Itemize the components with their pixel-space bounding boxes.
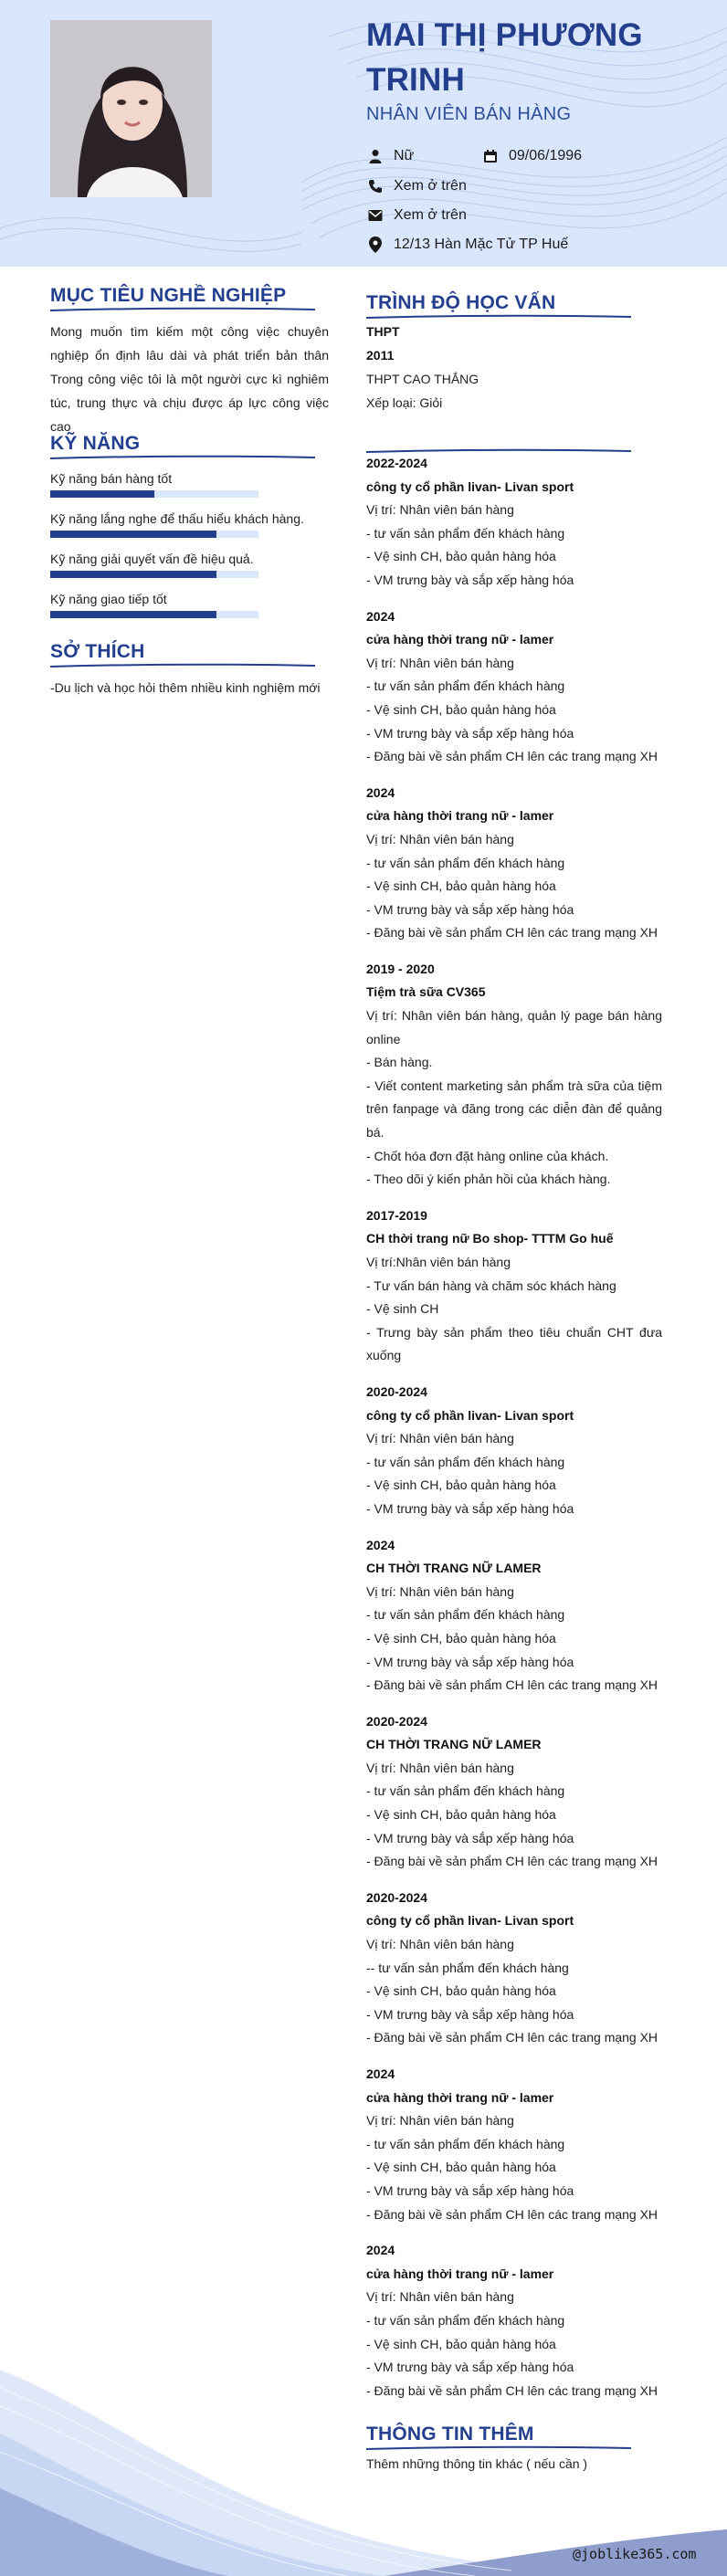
experience-detail-line: - Vệ sinh CH, bảo quản hàng hóa	[366, 701, 556, 717]
experience-company: công ty cổ phần livan- Livan sport	[366, 1407, 574, 1423]
experience-detail-line: - Đăng bài về sản phẩm CH lên các trang mạng XH	[366, 1677, 659, 1693]
education-school: THPT CAO THẮNG	[366, 372, 479, 386]
experience-list	[366, 452, 662, 2415]
experience-period: 2017-2019	[366, 1207, 427, 1223]
experience-detail-line: - Vệ sinh CH, bảo quản hàng hóa	[366, 549, 556, 564]
skill-bar	[50, 611, 258, 618]
skill-bar	[50, 490, 258, 498]
gender-value: Nữ	[394, 148, 415, 163]
hobbies-underline	[50, 662, 315, 669]
experience-period: 2020-2024	[366, 1713, 427, 1729]
skill-bar	[50, 571, 258, 578]
experience-detail-line: - Vệ sinh CH	[366, 1301, 439, 1317]
experience-detail-line: - Chốt hóa đơn đặt hàng online của khách.	[366, 1148, 609, 1163]
person-icon	[366, 147, 385, 165]
experience-detail-line: - VM trưng bày và sắp xếp hàng hóa	[366, 572, 574, 587]
experience-entry	[366, 605, 662, 769]
extra-info-underline	[366, 2445, 631, 2452]
experience-period: 2020-2024	[366, 1383, 427, 1399]
experience-detail-line: - VM trưng bày và sắp xếp hàng hóa	[366, 725, 574, 741]
experience-company: công ty cổ phần livan- Livan sport	[366, 478, 574, 494]
experience-detail-line: - tư vấn sản phẩm đến khách hàng	[366, 678, 565, 694]
experience-detail-line: - Đăng bài về sản phẩm CH lên các trang mạng XH	[366, 2030, 659, 2045]
experience-detail-line: - Đăng bài về sản phẩm CH lên các trang mạng XH	[366, 925, 659, 941]
experience-period: 2024	[366, 1537, 395, 1552]
experience-detail-line: - Theo dõi ý kiến phản hồi của khách hàng.	[366, 1172, 611, 1187]
experience-detail-line: -- tư vấn sản phẩm đến khách hàng	[366, 1960, 569, 1975]
experience-entry	[366, 958, 662, 1192]
experience-period: 2024	[366, 608, 395, 624]
skill-label: Kỹ năng giao tiếp tốt	[50, 592, 167, 606]
experience-company: Tiệm trà sữa CV365	[366, 984, 486, 1000]
experience-company: cửa hàng thời trang nữ - lamer	[366, 2089, 554, 2105]
experience-detail-line: - Vệ sinh CH, bảo quản hàng hóa	[366, 878, 556, 894]
experience-detail-line: - Vệ sinh CH, bảo quản hàng hóa	[366, 2336, 556, 2351]
experience-detail-line: - tư vấn sản phẩm đến khách hàng	[366, 2136, 565, 2151]
experience-company: CH thời trang nữ Bo shop- TTTM Go huế	[366, 1231, 614, 1246]
experience-detail-line: - Vệ sinh CH, bảo quản hàng hóa	[366, 1807, 556, 1823]
experience-detail-line: - VM trưng bày và sắp xếp hàng hóa	[366, 2360, 574, 2375]
experience-detail-line: - Vệ sinh CH, bảo quản hàng hóa	[366, 1477, 556, 1493]
skill-bar-fill	[50, 611, 216, 618]
experience-period: 2024	[366, 784, 395, 800]
experience-entry	[366, 1710, 662, 1874]
skills-underline	[50, 454, 315, 461]
footer-wave-decoration	[0, 2351, 727, 2576]
experience-detail-line: - Tư vấn bán hàng và chăm sóc khách hàng	[366, 1277, 616, 1293]
experience-detail-line: Vị trí: Nhân viên bán hàng	[366, 1937, 514, 1952]
experience-company: cửa hàng thời trang nữ - lamer	[366, 632, 554, 647]
experience-entry	[366, 452, 662, 593]
email-value: Xem ở trên	[394, 207, 467, 223]
address-row	[366, 234, 568, 256]
profile-photo-illustration	[50, 20, 212, 197]
skill-label: Kỹ năng bán hàng tốt	[50, 471, 173, 486]
experience-period: 2019 - 2020	[366, 961, 435, 976]
experience-company: CH THỜI TRANG NỮ LAMER	[366, 1561, 542, 1576]
experience-detail-line: - tư vấn sản phẩm đến khách hàng	[366, 2312, 565, 2328]
hobbies-heading: SỞ THÍCH	[50, 641, 145, 662]
experience-detail-line: - VM trưng bày và sắp xếp hàng hóa	[366, 2006, 574, 2022]
experience-detail-line: - Viết content marketing sản phẩm trà sữa của tiệm trên fanpage và đăng trong các diễn đàn để quảng bá.	[366, 1078, 662, 1141]
extra-info-text: Thêm những thông tin khác ( nếu cần )	[366, 2456, 588, 2471]
experience-entry	[366, 1204, 662, 1368]
candidate-name: MAI THỊ PHƯƠNG TRINH	[366, 17, 643, 98]
experience-entry	[366, 1381, 662, 1521]
experience-detail-line: - VM trưng bày và sắp xếp hàng hóa	[366, 1500, 574, 1516]
experience-entry	[366, 1887, 662, 2050]
experience-detail-line: - Vệ sinh CH, bảo quản hàng hóa	[366, 1983, 556, 1999]
experience-entry	[366, 782, 662, 945]
skill-label: Kỹ năng giải quyết vấn đề hiệu quả.	[50, 552, 254, 566]
experience-detail-line: Vị trí: Nhân viên bán hàng	[366, 502, 514, 518]
experience-detail-line: - Đăng bài về sản phẩm CH lên các trang mạng XH	[366, 2382, 659, 2398]
objective-text: Mong muốn tìm kiếm một công việc chuyên nghiệp ổn định lâu dài và phát triển bản thân Trong công việc tôi là một người cực kì nghiêm túc, trung thực và chịu được áp lực công việc cao	[50, 324, 329, 434]
experience-detail-line: Vị trí: Nhân viên bán hàng	[366, 655, 514, 670]
skill-bar-fill	[50, 531, 216, 538]
education-level: THPT	[366, 324, 400, 339]
phone-icon	[366, 177, 385, 195]
profile-photo	[50, 20, 212, 197]
experience-entry	[366, 2063, 662, 2226]
experience-detail-line: Vị trí: Nhân viên bán hàng	[366, 1431, 514, 1446]
experience-detail-line: - tư vấn sản phẩm đến khách hàng	[366, 1783, 565, 1799]
experience-detail-line: Vị trí: Nhân viên bán hàng, quản lý page bán hàng online	[366, 1008, 662, 1046]
experience-period: 2024	[366, 2066, 395, 2081]
experience-company: cửa hàng thời trang nữ - lamer	[366, 808, 554, 824]
experience-detail-line: Vị trí: Nhân viên bán hàng	[366, 2113, 514, 2129]
experience-detail-line: - Bán hàng.	[366, 1055, 433, 1070]
education-heading: TRÌNH ĐỘ HỌC VẤN	[366, 292, 556, 313]
gender-birthday-row	[366, 145, 582, 167]
experience-company: CH THỜI TRANG NỮ LAMER	[366, 1737, 542, 1752]
experience-detail-line: - Trưng bày sản phẩm theo tiêu chuẩn CHT đưa xuống	[366, 1324, 662, 1363]
experience-detail-line: - tư vấn sản phẩm đến khách hàng	[366, 1454, 565, 1469]
objective-underline	[50, 306, 315, 313]
email-row	[366, 205, 467, 226]
location-pin-icon	[366, 236, 385, 254]
job-title: NHÂN VIÊN BÁN HÀNG	[366, 104, 572, 124]
experience-period: 2022-2024	[366, 456, 427, 470]
experience-period: 2024	[366, 2243, 395, 2258]
experience-detail-line: - Đăng bài về sản phẩm CH lên các trang mạng XH	[366, 749, 659, 764]
experience-detail-line: Vị trí: Nhân viên bán hàng	[366, 831, 514, 846]
email-icon	[366, 206, 385, 225]
experience-detail-line: - Đăng bài về sản phẩm CH lên các trang mạng XH	[366, 2206, 659, 2222]
watermark: @joblike365.com	[573, 2546, 697, 2562]
education-grade: Xếp loại: Giỏi	[366, 395, 443, 410]
experience-detail-line: - tư vấn sản phẩm đến khách hàng	[366, 525, 565, 541]
education-block	[366, 320, 662, 415]
education-year: 2011	[366, 348, 395, 363]
birthday-value: 09/06/1996	[509, 148, 583, 163]
experience-detail-line: - tư vấn sản phẩm đến khách hàng	[366, 1607, 565, 1623]
phone-value: Xem ở trên	[394, 178, 467, 194]
experience-detail-line: - VM trưng bày và sắp xếp hàng hóa	[366, 2182, 574, 2198]
experience-detail-line: - Đăng bài về sản phẩm CH lên các trang mạng XH	[366, 1854, 659, 1869]
skills-heading: KỸ NĂNG	[50, 433, 141, 454]
experience-entry	[366, 1534, 662, 1698]
experience-detail-line: Vị trí: Nhân viên bán hàng	[366, 2289, 514, 2305]
skill-bar-fill	[50, 490, 154, 498]
objective-heading: MỤC TIÊU NGHỀ NGHIỆP	[50, 285, 287, 306]
experience-detail-line: - Vệ sinh CH, bảo quản hàng hóa	[366, 1630, 556, 1645]
address-value: 12/13 Hàn Mặc Tử TP Huế	[394, 237, 569, 252]
experience-detail-line: Vị trí: Nhân viên bán hàng	[366, 1760, 514, 1775]
calendar-icon	[481, 147, 500, 165]
experience-company: công ty cổ phần livan- Livan sport	[366, 1913, 574, 1929]
experience-period: 2020-2024	[366, 1889, 427, 1905]
experience-detail-line: - Vệ sinh CH, bảo quản hàng hóa	[366, 2160, 556, 2175]
hobbies-text: -Du lịch và học hỏi thêm nhiều kinh nghiệm mới	[50, 680, 321, 695]
extra-info-heading: THÔNG TIN THÊM	[366, 2424, 534, 2445]
experience-company: cửa hàng thời trang nữ - lamer	[366, 2266, 554, 2281]
experience-detail-line: Vị trí:Nhân viên bán hàng	[366, 1255, 511, 1269]
skill-label: Kỹ năng lắng nghe để thấu hiểu khách hàng.	[50, 511, 304, 526]
skill-bar	[50, 531, 258, 538]
experience-detail-line: Vị trí: Nhân viên bán hàng	[366, 1583, 514, 1599]
experience-detail-line: - VM trưng bày và sắp xếp hàng hóa	[366, 1654, 574, 1669]
experience-detail-line: - VM trưng bày và sắp xếp hàng hóa	[366, 901, 574, 917]
experience-detail-line: - tư vấn sản phẩm đến khách hàng	[366, 855, 565, 870]
skill-bar-fill	[50, 571, 216, 578]
phone-row	[366, 175, 467, 197]
experience-detail-line: - VM trưng bày và sắp xếp hàng hóa	[366, 1830, 574, 1845]
